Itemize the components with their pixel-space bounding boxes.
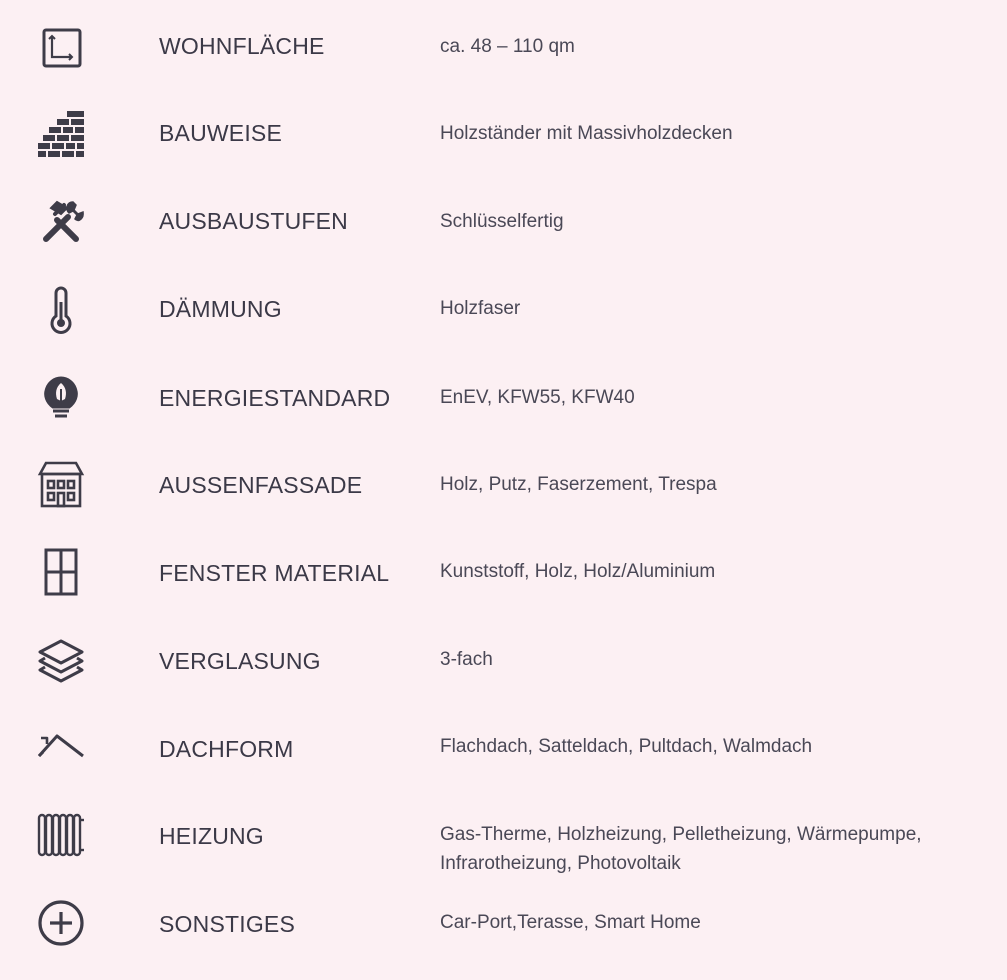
spec-label: BAUWEISE — [159, 120, 283, 146]
spec-value: Flachdach, Satteldach, Pultdach, Walmdach — [440, 736, 813, 757]
spec-value: 3-fach — [440, 649, 493, 670]
spec-value: Schlüsselfertig — [440, 211, 564, 232]
radiator-icon — [37, 811, 85, 859]
floor-area-icon — [37, 24, 85, 72]
tools-icon — [37, 196, 85, 244]
spec-value: EnEV, KFW55, KFW40 — [440, 387, 635, 408]
spec-label: HEIZUNG — [159, 823, 264, 849]
thermometer-icon — [37, 286, 85, 334]
spec-label: DACHFORM — [159, 736, 294, 762]
spec-label: WOHNFLÄCHE — [159, 33, 325, 59]
spec-value: Holz, Putz, Faserzement, Trespa — [440, 474, 717, 495]
roof-icon — [37, 722, 85, 770]
spec-label: VERGLASUNG — [159, 648, 321, 674]
spec-value: Gas-Therme, Holzheizung, Pelletheizung, Wärmepumpe, Infrarotheizung, Photovoltaik — [440, 824, 922, 874]
spec-value: ca. 48 – 110 qm — [440, 36, 575, 57]
spec-value: Kunststoff, Holz, Holz/Aluminium — [440, 561, 716, 582]
plus-circle-icon — [37, 899, 85, 947]
layers-icon — [37, 636, 85, 684]
spec-value: Holzfaser — [440, 298, 521, 319]
spec-label: AUSBAUSTUFEN — [159, 208, 348, 234]
spec-value: Car-Port,Terasse, Smart Home — [440, 912, 701, 933]
spec-value: Holzständer mit Massivholzdecken — [440, 123, 733, 144]
spec-label: SONSTIGES — [159, 911, 295, 937]
spec-label: FENSTER MATERIAL — [159, 560, 390, 586]
spec-label: ENERGIESTANDARD — [159, 385, 391, 411]
spec-label: AUSSENFASSADE — [159, 472, 363, 498]
window-icon — [37, 548, 85, 596]
building-facade-icon — [37, 460, 85, 508]
spec-label: DÄMMUNG — [159, 296, 282, 322]
brick-wall-icon — [37, 110, 85, 158]
eco-lightbulb-icon — [37, 373, 85, 421]
